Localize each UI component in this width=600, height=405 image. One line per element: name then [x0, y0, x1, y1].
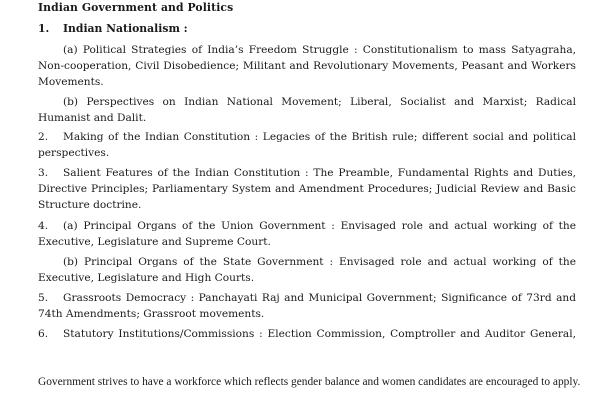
section-heading-text: Indian Nationalism : — [63, 22, 188, 35]
section-heading — [38, 21, 188, 37]
item-label: (a) — [63, 44, 78, 56]
item-text: Making of the Indian Constitution : Legacies of the British rule; different social and political perspectives. — [38, 131, 576, 159]
item-text: Principal Organs of the State Government : Envisaged role and actual working of the Executive, Legislature and High Courts. — [38, 256, 576, 284]
item-label: 4. — [38, 220, 49, 232]
item-5 — [38, 290, 576, 322]
item-3 — [38, 165, 576, 213]
item-text: Statutory Institutions/Commissions : Election Commission, Comptroller and Auditor General, — [63, 328, 576, 340]
item-6 — [38, 326, 576, 342]
item-label: (b) — [63, 256, 79, 268]
item-1a — [38, 42, 576, 90]
item-4b — [38, 254, 576, 286]
item-text: Grassroots Democracy : Panchayati Raj and Municipal Government; Significance of 73rd and 74th Amendments; Grassroot movements. — [38, 292, 576, 320]
item-2 — [38, 129, 576, 161]
item-label: 2. — [38, 131, 49, 143]
item-label: (b) — [63, 96, 79, 108]
item-label: 5. — [38, 292, 49, 304]
item-sublabel: (a) — [63, 220, 78, 232]
item-text: Principal Organs of the Union Government : Envisaged role and actual working of the Executive, Legislature and Supreme Court. — [38, 220, 576, 248]
item-text: Political Strategies of India’s Freedom Struggle : Constitutionalism to mass Satyagraha, Non-cooperation, Civil Disobedience; Militant and Revolutionary Movements, Peasant and Workers Movements. — [38, 44, 577, 88]
item-text: Salient Features of the Indian Constitution : The Preamble, Fundamental Rights and Duties, Directive Principles; Parliamentary System and Amendment Procedures; Judicial Review and Basic Structure doctrine. — [38, 167, 576, 211]
item-text: Perspectives on Indian National Movement; Liberal, Socialist and Marxist; Radical Humanist and Dalit. — [38, 96, 576, 124]
footer-note: Government strives to have a workforce which reflects gender balance and women candidates are encouraged to apply. — [38, 376, 581, 388]
item-label: 3. — [38, 167, 49, 179]
item-4a — [38, 218, 576, 250]
item-1b — [38, 94, 576, 126]
item-label: 6. — [38, 328, 49, 340]
document-title: Indian Government and Politics — [38, 1, 234, 14]
section-number: 1. — [38, 22, 50, 35]
